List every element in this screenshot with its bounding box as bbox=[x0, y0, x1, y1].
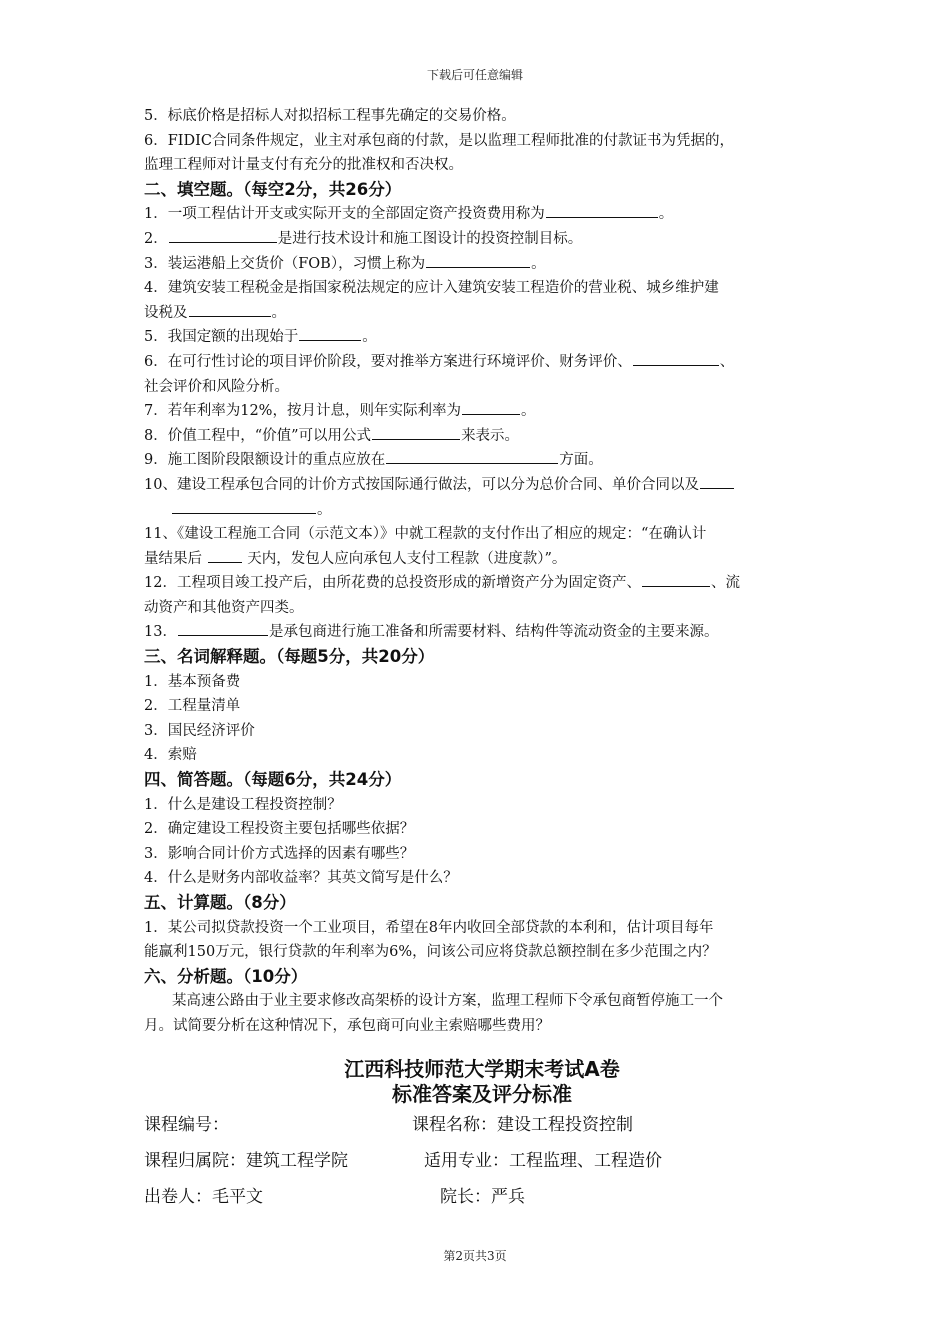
fill-blank bbox=[372, 424, 460, 440]
tf-line-5: 5．标底价格是招标人对拟招标工程事先确定的交易价格。 bbox=[144, 108, 516, 124]
tf-line-6a: 6．FIDIC合同条件规定，业主对承包商的付款，是以监理工程师批准的付款证书为凭据的， bbox=[144, 132, 734, 149]
term-item: 3．国民经济评价 bbox=[144, 722, 255, 739]
section-analysis-heading: 六、分析题。（10分） bbox=[144, 966, 308, 986]
fill-blank bbox=[700, 473, 734, 489]
answer-subtitle: 标准答案及评分标准 bbox=[392, 1081, 572, 1106]
fill-q2: 2． 是进行技术设计和施工图设计的投资控制目标。 bbox=[144, 227, 820, 252]
fill-blank bbox=[426, 252, 530, 268]
fill-q4b: 设税及 。 bbox=[144, 301, 820, 326]
section-calc-heading: 五、计算题。（8分） bbox=[144, 893, 296, 912]
section-short-heading: 四、简答题。（每题6分，共24分） bbox=[144, 770, 402, 790]
fill-q12a: 12．工程项目竣工投产后，由所花费的总投资形成的新增资产分为固定资产、 、流 bbox=[144, 571, 820, 596]
fill-blank bbox=[189, 301, 271, 317]
exam-content bbox=[144, 104, 820, 1215]
short-item: 4．什么是财务内部收益率？其英文简写是什么？ bbox=[144, 870, 458, 887]
fill-q7: 7．若年利率为12%，按月计息，则年实际利率为 。 bbox=[144, 399, 820, 424]
course-major: 适用专业：工程监理、工程造价 bbox=[424, 1150, 662, 1171]
fill-q10b: 。 bbox=[144, 498, 820, 523]
info-row-1 bbox=[144, 1107, 820, 1143]
fill-q6b: 社会评价和风险分析。 bbox=[144, 378, 289, 395]
dean: 院长：严兵 bbox=[440, 1186, 525, 1207]
fill-blank bbox=[462, 399, 520, 415]
section-fill-heading: 二、填空题。（每空2分，共26分） bbox=[144, 179, 402, 199]
analysis-line: 某高速公路由于业主要求修改高架桥的设计方案，监理工程师下令承包商暂停施工一个 bbox=[172, 993, 723, 1010]
fill-q5: 5．我国定额的出现始于 。 bbox=[144, 325, 820, 350]
course-number: 课程编号： bbox=[144, 1114, 229, 1135]
answer-title-block bbox=[144, 1057, 820, 1107]
page-header: 下载后可任意编辑 bbox=[426, 68, 523, 82]
fill-q13: 13． 是承包商进行施工准备和所需要材料、结构件等流动资金的主要来源。 bbox=[144, 620, 820, 645]
fill-q11b: 量结果后 天内，发包人应向承包人支付工程款（进度款）”。 bbox=[144, 547, 820, 572]
info-row-3 bbox=[144, 1179, 820, 1215]
exam-author: 出卷人：毛平文 bbox=[144, 1186, 263, 1207]
section-terms-heading: 三、名词解释题。（每题5分，共20分） bbox=[144, 647, 435, 667]
fill-blank bbox=[172, 498, 316, 514]
term-item: 4．索赔 bbox=[144, 747, 197, 764]
fill-q3: 3．装运港船上交货价（FOB），习惯上称为 。 bbox=[144, 252, 820, 277]
short-item: 3．影响合同计价方式选择的因素有哪些？ bbox=[144, 845, 415, 862]
course-school: 课程归属院：建筑工程学院 bbox=[144, 1150, 348, 1171]
fill-q9: 9．施工图阶段限额设计的重点应放在 方面。 bbox=[144, 448, 820, 473]
calc-line: 1．某公司拟贷款投资一个工业项目，希望在8年内收回全部贷款的本利和，估计项目每年 bbox=[144, 919, 714, 936]
page-footer: 第2页共3页 bbox=[443, 1249, 507, 1263]
fill-blank bbox=[546, 202, 658, 218]
fill-blank bbox=[208, 547, 242, 563]
fill-q8: 8．价值工程中，“价值”可以用公式 来表示。 bbox=[144, 424, 820, 449]
fill-blank bbox=[169, 227, 277, 243]
calc-line: 能赢利150万元，银行贷款的年利率为6%，问该公司应将贷款总额控制在多少范围之内？ bbox=[144, 944, 717, 961]
fill-blank bbox=[386, 448, 558, 464]
fill-blank bbox=[642, 571, 710, 587]
fill-q1: 1．一项工程估计开支或实际开支的全部固定资产投资费用称为 。 bbox=[144, 202, 820, 227]
answer-title: 江西科技师范大学期末考试A卷 bbox=[344, 1056, 620, 1081]
fill-blank bbox=[299, 325, 361, 341]
analysis-line: 月。试简要分析在这种情况下，承包商可向业主索赔哪些费用？ bbox=[144, 1017, 550, 1034]
term-item: 2．工程量清单 bbox=[144, 698, 241, 715]
fill-q10a: 10、建设工程承包合同的计价方式按国际通行做法，可以分为总价合同、单价合同以及 bbox=[144, 473, 820, 498]
fill-q12b: 动资产和其他资产四类。 bbox=[144, 599, 304, 616]
info-row-2 bbox=[144, 1143, 820, 1179]
fill-q11a: 11、《建设工程施工合同（示范文本）》中就工程款的支付作出了相应的规定：“在确认计 bbox=[144, 526, 707, 543]
tf-line-6b: 监理工程师对计量支付有充分的批准权和否决权。 bbox=[144, 157, 463, 174]
fill-q6a: 6．在可行性讨论的项目评价阶段，要对推举方案进行环境评价、财务评价、 、 bbox=[144, 350, 820, 375]
fill-blank bbox=[178, 620, 268, 636]
course-name: 课程名称：建设工程投资控制 bbox=[412, 1114, 633, 1135]
fill-blank bbox=[633, 350, 719, 366]
short-item: 1．什么是建设工程投资控制？ bbox=[144, 796, 342, 813]
short-item: 2．确定建设工程投资主要包括哪些依据？ bbox=[144, 821, 415, 838]
fill-q4a: 4．建筑安装工程税金是指国家税法规定的应计入建筑安装工程造价的营业税、城乡维护建 bbox=[144, 280, 719, 297]
term-item: 1．基本预备费 bbox=[144, 673, 241, 690]
